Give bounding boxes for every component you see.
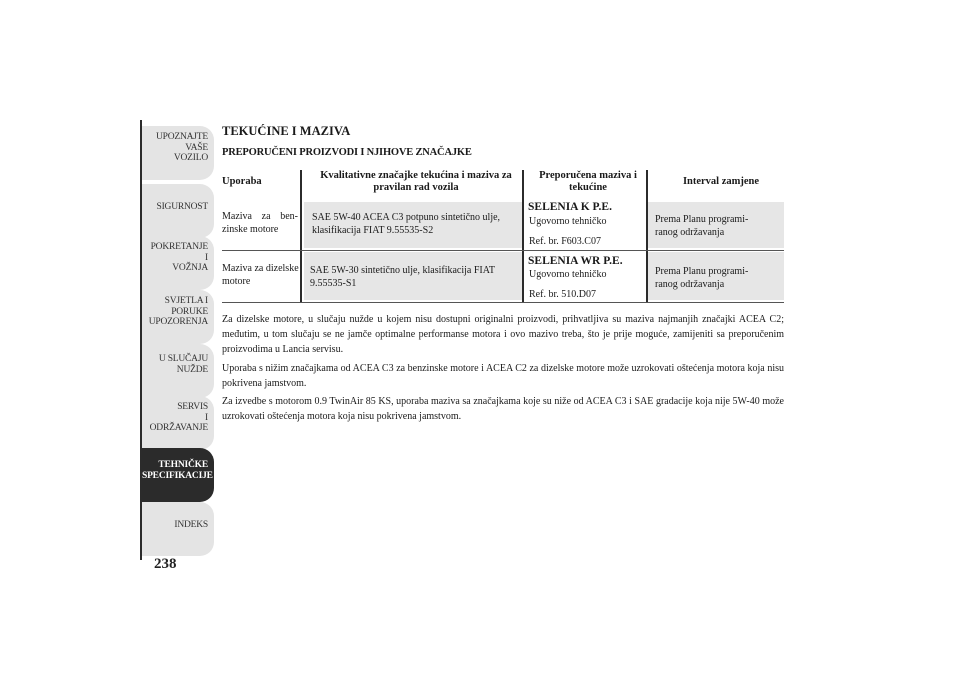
row2-use: Maziva za dizelske motore	[222, 263, 299, 287]
section-subtitle: PREPORUČENI PROIZVODI I NJIHOVE ZNAČAJKE	[222, 147, 472, 158]
note-paragraph-2: Uporaba s nižim značajkama od ACEA C3 za benzinske motore i ACEA C2 za dizelske motore može uzrokovati oštećenja motora koja nisu pokrivena jamstvom.	[222, 363, 784, 389]
row1-contract: Ugovorno tehničko	[529, 216, 607, 227]
row2-interval: Prema Planu programi-ranog održavanja	[655, 266, 749, 290]
sidebar-item-sigurnost[interactable]	[142, 184, 214, 238]
page-title: TEKUĆINE I MAZIVA	[222, 124, 351, 138]
sidebar-item-label: SIGURNOST	[156, 202, 208, 212]
col-divider-2	[522, 170, 524, 302]
sidebar-item-label: POKRETANJE I VOŽNJA	[150, 242, 208, 273]
table-bottom-line	[222, 302, 784, 303]
sidebar-item-label: SVJETLA I PORUKE UPOZORENJA	[148, 296, 208, 327]
header-spec: Kvalitativne značajke tekućina i maziva za pravilan rad vozila	[320, 170, 512, 193]
row1-spec: SAE 5W-40 ACEA C3 potpuno sintetično ulje, klasifikacija FIAT 9.55535-S2	[312, 212, 501, 236]
row1-use: Maziva za ben-zinske motore	[222, 211, 298, 235]
row1-product: SELENIA K P.E.	[528, 201, 612, 213]
row1-ref: Ref. br. F603.C07	[529, 236, 601, 247]
row2-product: SELENIA WR P.E.	[528, 255, 623, 267]
sidebar-item-tehnicke[interactable]	[142, 448, 214, 502]
note-paragraph-3: Za izvedbe s motorom 0.9 TwinAir 85 KS, uporaba maziva sa značajkama koje su niže od ACEA C3 i SAE gradacije koja nije 5W-40 može uzrokovati oštećenja motora koja nisu pokrivena jamstvom.	[222, 396, 784, 422]
header-interval: Interval zamjene	[682, 176, 760, 187]
header-product: Preporučena maziva i tekućine	[539, 170, 637, 193]
sidebar-item-pokretanje[interactable]	[142, 236, 214, 290]
note-paragraph-1: Za dizelske motore, u slučaju nužde u kojem nisu dostupni originalni proizvodi, prihvatljiva su maziva najmanjih značajki ACEA C2; međutim, u tom slučaju se ne jamče optimalne performanse motora i ovo mazivo treba, što je prije moguće, zamijeniti sa preporučenim proizvodima u Lancia servisu.	[222, 314, 784, 355]
sidebar-item-u-slucaju[interactable]	[142, 344, 214, 398]
col-divider-3	[646, 170, 648, 302]
row2-ref: Ref. br. 510.D07	[529, 289, 596, 300]
sidebar-item-label: INDEKS	[174, 520, 208, 530]
page-number: 238	[154, 556, 177, 572]
sidebar-item-label: U SLUČAJU NUŽDE	[158, 354, 208, 375]
sidebar-item-label: UPOZNAJTE VAŠE VOZILO	[155, 132, 208, 163]
sidebar-item-label: SERVIS I ODRŽAVANJE	[149, 402, 208, 433]
sidebar-item-upoznajte[interactable]	[142, 126, 214, 180]
header-use: Uporaba	[222, 176, 262, 187]
sidebar-item-svjetla[interactable]	[142, 290, 214, 344]
sidebar-item-label: TEHNIČKE SPECIFIKACIJE	[142, 460, 213, 481]
row2-spec: SAE 5W-30 sintetično ulje, klasifikacija FIAT 9.55535-S1	[310, 265, 495, 289]
sidebar-item-indeks[interactable]	[142, 502, 214, 556]
row2-contract: Ugovorno tehničko	[529, 269, 607, 280]
sidebar-item-servis[interactable]	[142, 396, 214, 450]
row1-interval: Prema Planu programi-ranog održavanja	[655, 214, 749, 238]
row-divider	[222, 250, 784, 251]
